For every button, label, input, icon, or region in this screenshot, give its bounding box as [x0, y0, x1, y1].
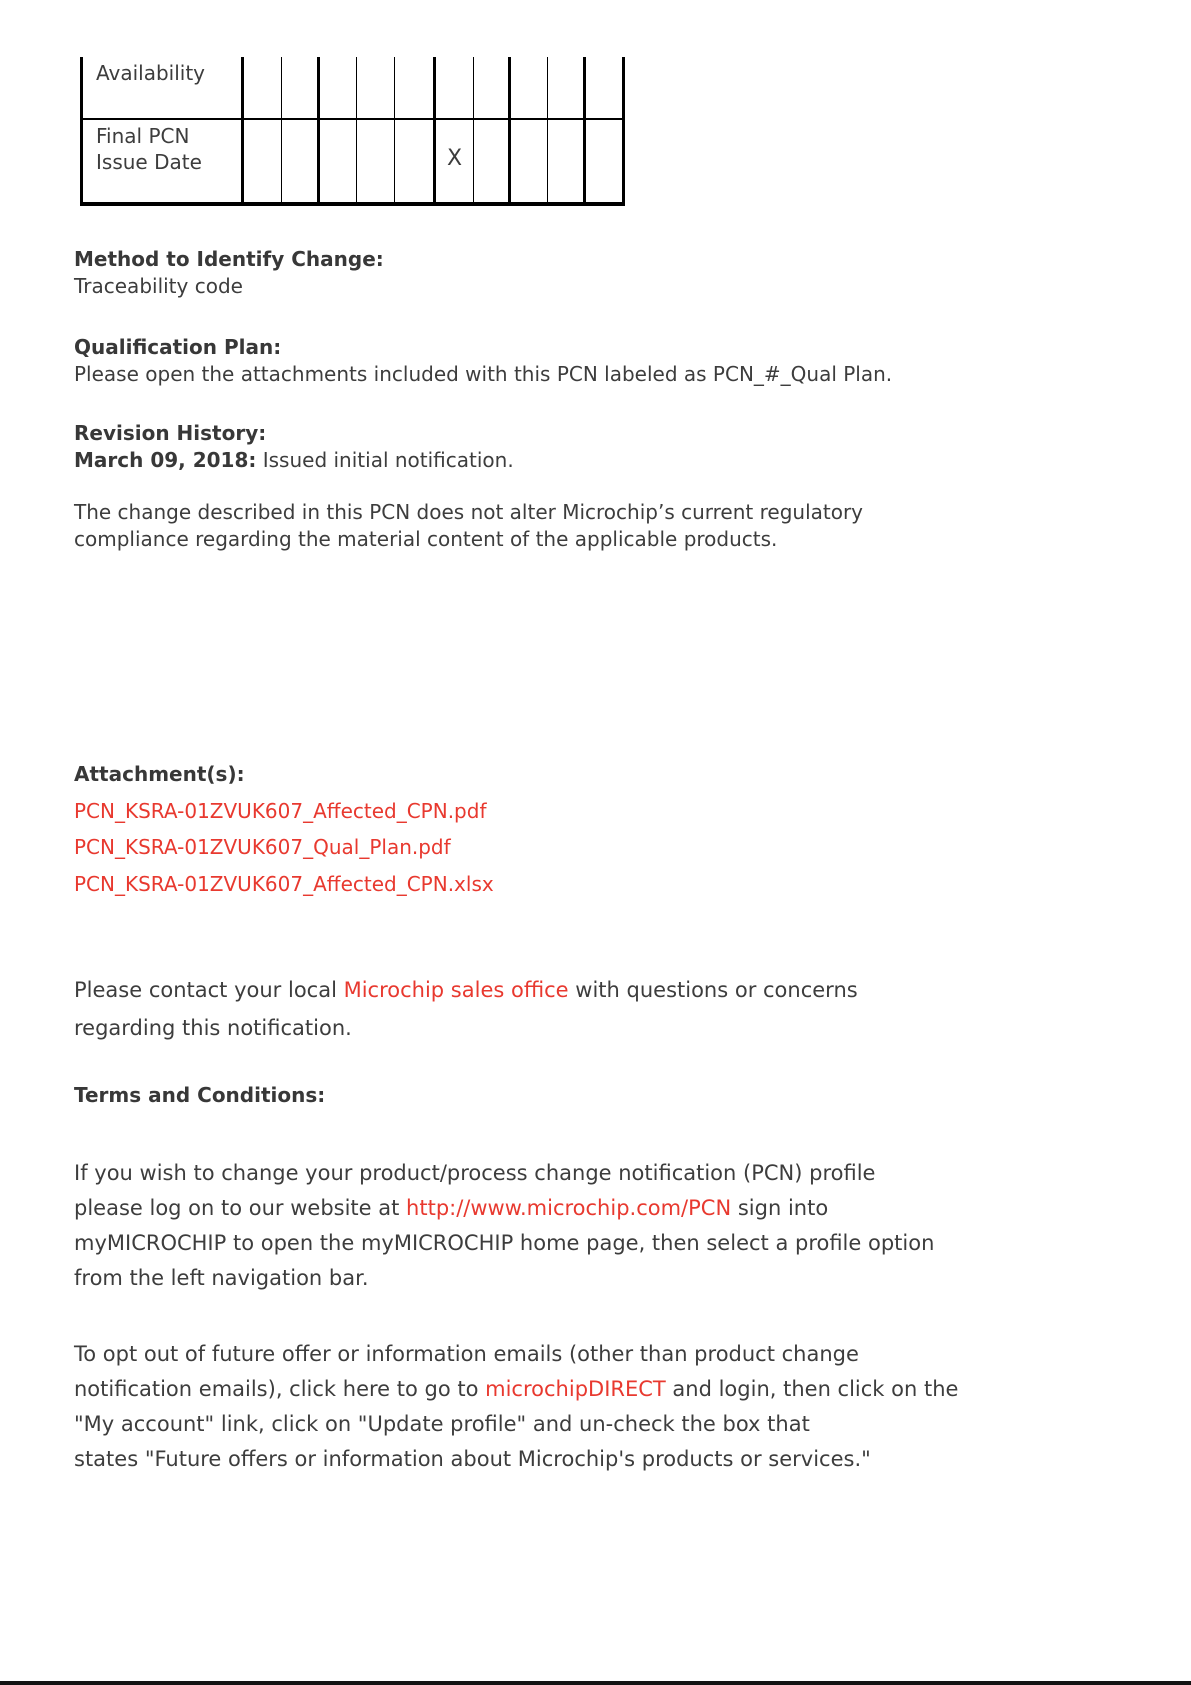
table-row-final-pcn-issue-date — [82, 119, 624, 204]
text-segment: myMICROCHIP to open the myMICROCHIP home page, then select a profile option — [74, 1231, 935, 1255]
text-segment: from the left navigation bar. — [74, 1266, 369, 1290]
table-cell — [585, 57, 624, 119]
section-heading: Qualification Plan: — [74, 335, 282, 359]
text-segment: and login, then click on the — [665, 1377, 959, 1401]
footer-bar — [0, 1681, 1191, 1685]
section-heading: Terms and Conditions: — [74, 1083, 326, 1107]
row-label-cell — [82, 57, 243, 119]
table-cell — [548, 119, 585, 204]
inline-link[interactable]: Microchip sales office — [343, 978, 569, 1002]
paragraph-line — [74, 1226, 934, 1261]
attachment-link[interactable]: PCN_KSRA-01ZVUK607_Affected_CPN.xlsx — [74, 871, 494, 896]
contact-note — [74, 971, 858, 1047]
paragraph-line — [74, 499, 863, 526]
attachments-section — [74, 756, 494, 902]
section-heading: Revision History: — [74, 421, 267, 445]
paragraph-line — [74, 1337, 958, 1372]
qualification-section — [74, 334, 892, 388]
section-body: Please open the attachments included with this PCN labeled as PCN_#_Qual Plan. — [74, 362, 893, 386]
table-cell — [282, 119, 319, 204]
paragraph-line — [74, 971, 858, 1009]
revision-entry — [74, 447, 514, 474]
table-cell — [474, 119, 510, 204]
revision-text: Issued initial notification. — [256, 448, 514, 472]
table-cell — [395, 57, 435, 119]
paragraph-line — [74, 1191, 934, 1226]
paragraph-line — [74, 1156, 934, 1191]
paragraph-line — [74, 1261, 934, 1296]
row-label-cell — [82, 119, 243, 204]
table-cell — [548, 57, 585, 119]
table-cell-x-mark — [435, 119, 474, 204]
table-cell — [585, 119, 624, 204]
paragraph-line — [74, 1372, 958, 1407]
attachment-link[interactable]: PCN_KSRA-01ZVUK607_Qual_Plan.pdf — [74, 835, 451, 859]
text-segment: regarding this notification. — [74, 1016, 352, 1040]
text-segment: The change described in this PCN does not alter Microchip’s current regulatory — [74, 500, 864, 524]
table-cell — [395, 119, 435, 204]
table-cell — [243, 57, 282, 119]
table-cell — [474, 57, 510, 119]
text-segment: notification emails), click here to go to — [74, 1377, 486, 1401]
compliance-note — [74, 499, 863, 553]
text-segment: please log on to our website at — [74, 1196, 407, 1220]
text-segment: sign into — [731, 1196, 829, 1220]
table-cell — [319, 119, 357, 204]
method-section — [74, 246, 384, 300]
table-cell — [319, 57, 357, 119]
table-row-availability — [82, 57, 624, 119]
text-segment: If you wish to change your product/process change notification (PCN) profile — [74, 1161, 876, 1185]
text-segment: Please contact your local — [74, 978, 344, 1002]
table-cell — [510, 57, 548, 119]
text-segment: states "Future offers or information about Microchip's products or services." — [74, 1447, 871, 1471]
table-cell — [243, 119, 282, 204]
row-label: Issue Date — [96, 150, 202, 174]
revision-date: March 09, 2018: — [74, 448, 257, 472]
paragraph-line — [74, 526, 863, 553]
table-cell — [435, 57, 474, 119]
paragraph-line — [74, 1442, 958, 1477]
inline-link[interactable]: microchipDIRECT — [485, 1377, 666, 1401]
pcn-schedule-table — [80, 57, 625, 206]
paragraph-line — [74, 1009, 858, 1047]
table-cell — [510, 119, 548, 204]
text-segment: compliance regarding the material content of the applicable products. — [74, 527, 778, 551]
section-heading: Attachment(s): — [74, 762, 245, 786]
table-cell — [357, 119, 395, 204]
revision-history-section — [74, 420, 514, 474]
terms-profile-paragraph — [74, 1156, 934, 1296]
terms-heading-block — [74, 1082, 325, 1109]
terms-optout-paragraph — [74, 1337, 958, 1477]
table-cell — [357, 57, 395, 119]
text-segment: with questions or concerns — [568, 978, 858, 1002]
text-segment: To opt out of future offer or information emails (other than product change — [74, 1342, 859, 1366]
row-label: Availability — [96, 61, 206, 85]
section-body: Traceability code — [74, 274, 243, 298]
row-label: Final PCN — [96, 124, 190, 148]
paragraph-line — [74, 1407, 958, 1442]
attachment-link[interactable]: PCN_KSRA-01ZVUK607_Affected_CPN.pdf — [74, 798, 487, 823]
text-segment: "My account" link, click on "Update profile" and un-check the box that — [74, 1412, 810, 1436]
x-mark: X — [446, 146, 463, 171]
table-cell — [282, 57, 319, 119]
inline-link[interactable]: http://www.microchip.com/PCN — [406, 1196, 732, 1220]
section-heading: Method to Identify Change: — [74, 247, 384, 271]
